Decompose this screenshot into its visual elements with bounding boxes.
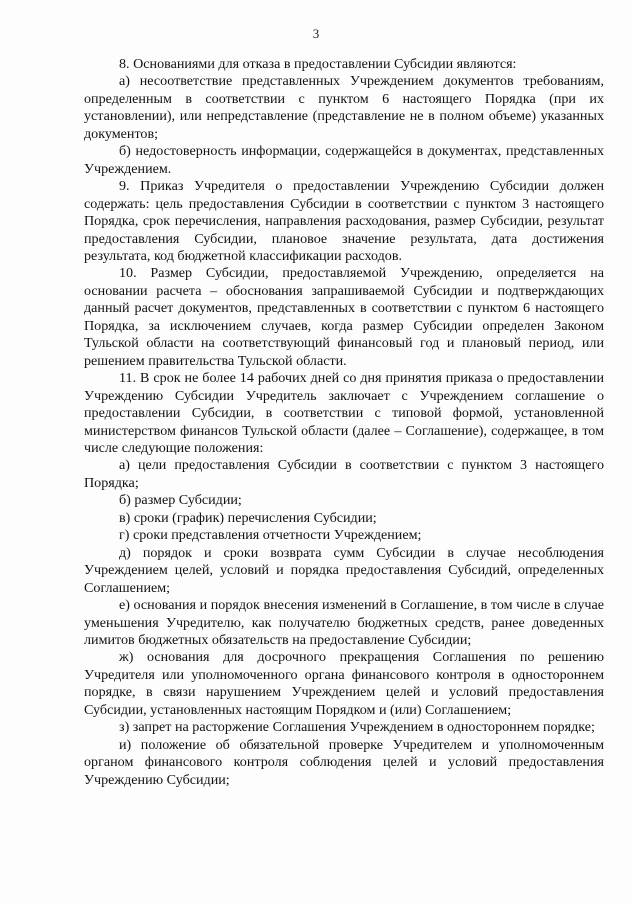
paragraph-8: 8. Основаниями для отказа в предоставлении Субсидии являются: (119, 56, 517, 72)
page-number: 3 (312, 26, 320, 41)
document-body (84, 56, 604, 789)
paragraph-8-item-a: а) несоответствие представленных Учреждением документов требованиям, определенным в соответствии с пунктом 6 настоящего Порядка (при их установлении), или непредставление (представление не в полном объеме) указанных документов; (84, 73, 604, 142)
paragraph-11-item-e: е) основания и порядок внесения изменений в Соглашение, в том числе в случае уменьшения Учредителю, как получателю бюджетных средств, ранее доведенных лимитов бюджетных обязательств на предоставление Субсидии; (84, 597, 604, 648)
paragraph-10: 10. Размер Субсидии, предоставляемой Учреждению, определяется на основании расчета – обоснования запрашиваемой Субсидии и подтверждающих данный расчет документов, представленных в соответствии с пунктом 6 настоящего Порядка, за исключением случаев, когда размер Субсидии определен Законом Тульской области на соответствующий финансовый год и плановый период, или решением правительства Тульской области. (84, 265, 604, 369)
paragraph-11: 11. В срок не более 14 рабочих дней со дня принятия приказа о предоставлении Учреждению Субсидии Учредитель заключает с Учреждением соглашение о предоставлении Субсидии, в соответствии с типовой формой, установленной министерством финансов Тульской области (далее – Соглашение), содержащее, в том числе следующие положения: (84, 370, 604, 456)
paragraph-11-item-g: г) сроки представления отчетности Учреждением; (119, 527, 422, 544)
paragraph-11-item-zh: ж) основания для досрочного прекращения Соглашения по решению Учредителя или уполномоченного органа финансового контроля в одностороннем порядке, в связи нарушением Учреждением целей и условий предоставления Субсидии, установленных настоящим Порядком и (или) Соглашением; (84, 649, 604, 718)
paragraph-11-item-v: в) сроки (график) перечисления Субсидии; (119, 509, 377, 526)
paragraph-11-item-i: и) положение об обязательной проверке Учредителем и уполномоченным органом финансового контроля соблюдения целей и условий предоставления Учреждению Субсидии; (84, 736, 604, 788)
paragraph-9: 9. Приказ Учредителя о предоставлении Учреждению Субсидии должен содержать: цель предоставления Субсидии в соответствии с пунктом 3 настоящего Порядка, срок перечисления, направления расходования, размер Субсидии, результат предоставления Субсидии, плановое значение результата, дата достижения результата, код бюджетной классификации расходов. (84, 178, 604, 264)
paragraph-11-item-b: б) размер Субсидии; (119, 492, 242, 509)
paragraph-8-item-b: б) недостоверность информации, содержащейся в документах, представленных Учреждением. (84, 143, 604, 177)
paragraph-11-item-a: а) цели предоставления Субсидии в соответствии с пунктом 3 настоящего Порядка; (84, 457, 604, 491)
paragraph-11-item-d: д) порядок и сроки возврата сумм Субсидии в случае несоблюдения Учреждением целей, условий и порядка предоставления Субсидий, определенных Соглашением; (84, 544, 604, 596)
paragraph-11-item-z: з) запрет на расторжение Соглашения Учреждением в одностороннем порядке; (119, 719, 595, 736)
